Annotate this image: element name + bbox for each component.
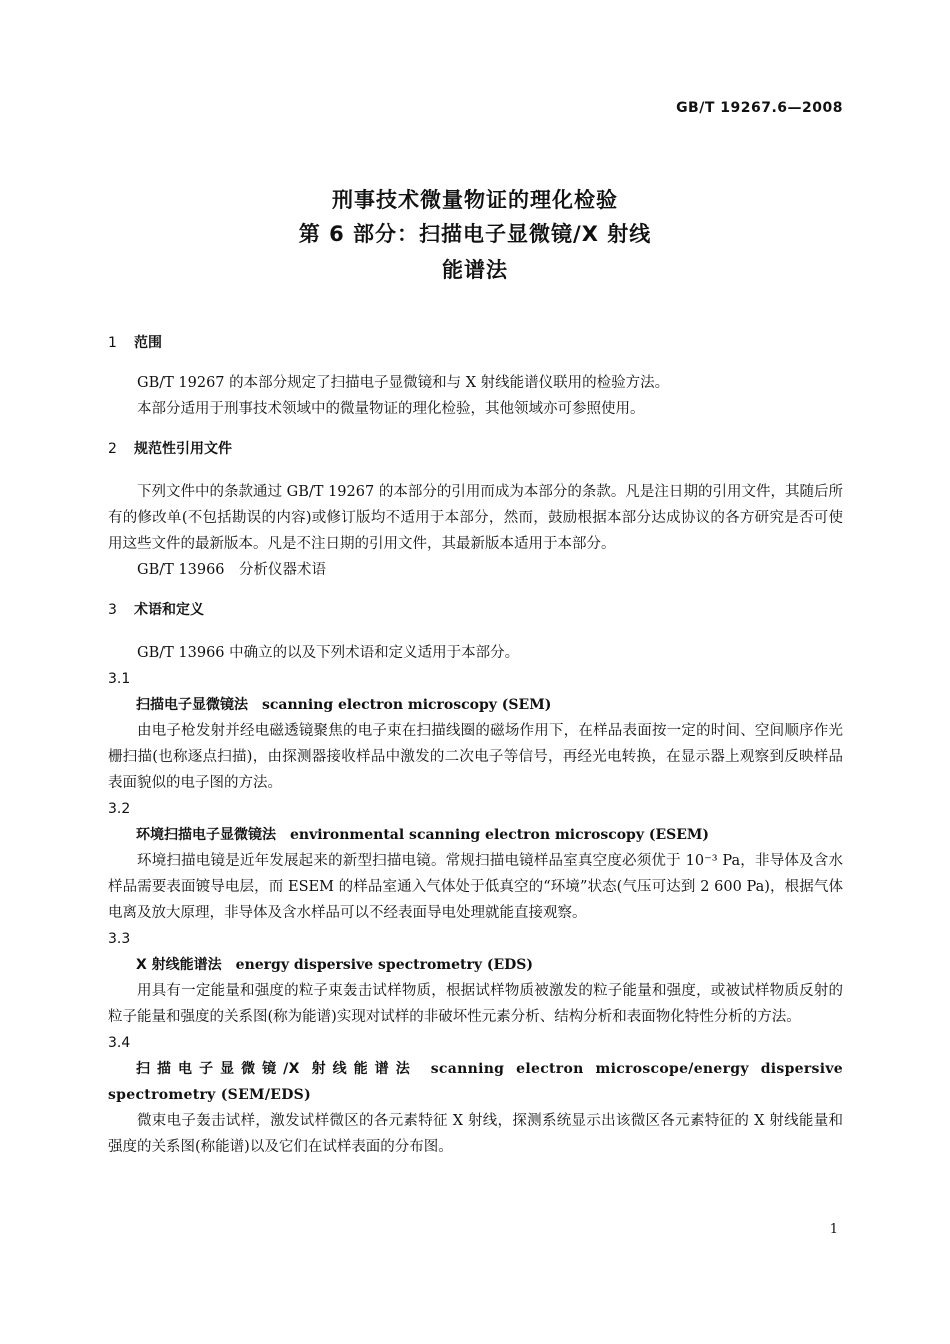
term-definition: 微束电子轰击试样，激发试样微区的各元素特征 X 射线，探测系统显示出该微区各元素特征的 X 射线能量和强度的关系图(称能谱)以及它们在试样表面的分布图。 (108, 1113, 843, 1155)
term-title: 扫描电子显微镜法 scanning electron microscopy (SEM) (136, 697, 552, 713)
section-heading-terms: 3 术语和定义 (108, 602, 204, 618)
paragraph: GB/T 13966 中确立的以及下列术语和定义适用于本部分。 (137, 645, 520, 661)
term-definition: 环境扫描电镜是近年发展起来的新型扫描电镜。常规扫描电镜样品室真空度必须优于 10⁻³ Pa，非导体及含水样品需要表面镀导电层，而 ESEM 的样品室通入气体处于低真空的“环境”状态(气压可达到 2 600 Pa)，根据气体电离及放大原理，非导体及含水样品可以不经表面导电处理就能直接观察。 (108, 853, 843, 921)
document-title-line-2: 第 6 部分：扫描电子显微镜/X 射线 (298, 222, 652, 246)
term-title: 扫描电子显微镜/X 射线能谱法 scanning electron microscope/energy dispersive spectrometry (SEM/EDS) (108, 1061, 843, 1103)
section-heading-scope: 1 范围 (108, 335, 162, 351)
page-number: 1 (829, 1222, 838, 1237)
paragraph: 下列文件中的条款通过 GB/T 19267 的本部分的引用而成为本部分的条款。凡是注日期的引用文件，其随后所有的修改单(不包括勘误的内容)或修订版均不适用于本部分，然而，鼓励根据本部分达成协议的各方研究是否可使用这些文件的最新版本。凡是不注日期的引用文件，其最新版本适用于本部分。 (108, 484, 843, 552)
term-definition: 用具有一定能量和强度的粒子束轰击试样物质，根据试样物质被激发的粒子能量和强度，或被试样物质反射的粒子能量和强度的关系图(称为能谱)实现对试样的非破坏性元素分析、结构分析和表面物化特性分析的方法。 (108, 983, 843, 1025)
document-title-line-3: 能谱法 (442, 258, 508, 282)
term-number: 3.2 (108, 801, 131, 817)
paragraph: 本部分适用于刑事技术领域中的微量物证的理化检验，其他领域亦可参照使用。 (137, 401, 645, 417)
term-number: 3.4 (108, 1035, 131, 1051)
document-title-line-1: 刑事技术微量物证的理化检验 (332, 188, 618, 212)
term-definition: 由电子枪发射并经电磁透镜聚焦的电子束在扫描线圈的磁场作用下，在样品表面按一定的时间、空间顺序作光栅扫描(也称逐点扫描)，由探测器接收样品中激发的二次电子等信号，再经光电转换，在显示器上观察到反映样品表面貌似的电子图的方法。 (108, 723, 843, 791)
paragraph: GB/T 19267 的本部分规定了扫描电子显微镜和与 X 射线能谱仪联用的检验方法。 (137, 375, 670, 391)
term-title: 环境扫描电子显微镜法 environmental scanning electron microscopy (ESEM) (136, 827, 710, 843)
standard-number: GB/T 19267.6—2008 (676, 100, 843, 116)
term-title: X 射线能谱法 energy dispersive spectrometry (EDS) (136, 957, 534, 973)
term-number: 3.1 (108, 671, 131, 687)
reference-item: GB/T 13966 分析仪器术语 (137, 562, 327, 578)
section-heading-normative-references: 2 规范性引用文件 (108, 441, 232, 457)
document-body (108, 330, 843, 1160)
term-number: 3.3 (108, 931, 131, 947)
